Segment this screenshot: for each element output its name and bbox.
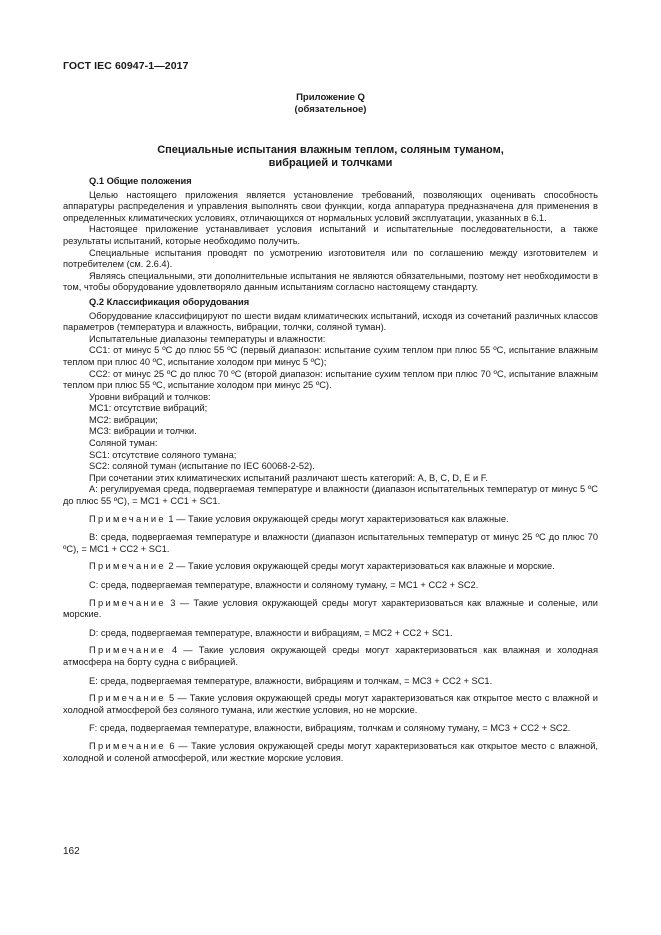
- paragraph: Испытательные диапазоны температуры и влажности:: [89, 333, 326, 344]
- note-label: Примечание: [89, 740, 166, 751]
- appendix-title: Приложение Q: [296, 92, 365, 103]
- paragraph: Уровни вибраций и толчков:: [89, 391, 211, 402]
- appendix-heading: [63, 144, 598, 170]
- category-paragraph: F: среда, подвергаемая температуре, влажности, вибрациям, толчкам и соляному туману, = MC3 + CC2 + SC2.: [89, 723, 571, 734]
- note-2: [63, 561, 598, 573]
- paragraph: A: регулируемая среда, подвергаемая температуре и влажности (диапазон испытательных температур от минус 5 ºC до плюс 55 ºC), = MC1 + CC1 + SC1.: [63, 484, 598, 507]
- paragraph: При сочетании этих климатических испытаний различают шесть категорий: A, B, C, D, E и F.: [89, 472, 488, 483]
- appendix-heading-line2: вибрацией и толчками: [268, 157, 393, 169]
- page-number: 162: [63, 846, 80, 857]
- note-3: [63, 598, 598, 621]
- category-paragraph: D: среда, подвергаемая температуре, влажности и вибрациям, = MC2 + CC2 + SC1.: [89, 627, 453, 638]
- appendix-subtitle: (обязательное): [294, 104, 367, 115]
- paragraph: Целью настоящего приложения является установление требований, позволяющих оценивать способность аппаратуры распределения и управления выполнять свои функции, когда аппаратура предназначена для применения в определенных климатических условиях, отличающихся от нормальных условий эксплуатации, указанных в 6.1.: [63, 189, 598, 223]
- category-paragraph: B: среда, подвергаемая температуре и влажности (диапазон испытательных температур от минус 25 ºC до плюс 70 ºC), = MC1 + CC2 + SC1.: [63, 532, 598, 554]
- note-text: — Такие условия окружающей среды могут характеризоваться как влажные.: [176, 513, 509, 524]
- paragraph: SC1: отсутствие соляного тумана;: [89, 449, 237, 460]
- note-number: 4: [171, 645, 178, 656]
- note-4: [63, 645, 598, 668]
- category-paragraph: C: среда, подвергаемая температуре, влажности и соляному туману, = MC1 + CC2 + SC2.: [89, 580, 479, 590]
- note-text: — Такие условия окружающей среды могут характеризоваться как влажные и соленые, или морские.: [63, 597, 598, 620]
- paragraph: MC2: вибрации;: [89, 414, 158, 425]
- note-number: 1: [168, 513, 174, 524]
- doc-number: ГОСТ IEC 60947-1—2017: [63, 60, 189, 72]
- note-5: [63, 693, 598, 716]
- paragraph: Специальные испытания проводят по усмотрению изготовителя или по соглашению между изготовителем и потребителем (см. 2.6.4).: [63, 247, 598, 270]
- note-label: Примечание: [89, 645, 166, 656]
- note-number: 6: [169, 740, 175, 751]
- paragraph: MC3: вибрации и толчки.: [89, 426, 197, 437]
- note-6: [63, 741, 598, 764]
- note-label: Примечание: [89, 693, 166, 704]
- note-label: Примечание: [89, 513, 166, 524]
- paragraph: SC2: соляной туман (испытание по IEC 60068-2-52).: [89, 461, 315, 472]
- document-body: [63, 176, 598, 771]
- paragraph: Настоящее приложение устанавливает условия испытаний и испытательные последовательности, а также результаты испытаний, которые необходимо получить.: [63, 224, 598, 246]
- paragraph: Являясь специальными, эти дополнительные испытания не являются обязательными, поэтому нет необходимости в том, чтобы оборудование удовлетворяло данным испытаниям согласно настоящему стандарту.: [63, 270, 598, 293]
- note-text: — Такие условия окружающей среды могут характеризоваться как открытое место с влажной, холодной и соленой атмосферой, или жесткие морские условия.: [63, 740, 598, 763]
- paragraph: Оборудование классифицируют по шести видам климатических испытаний, исходя из сочетаний различных классов параметров (температура и влажность, вибрации, толчки, соляной туман).: [63, 310, 598, 333]
- paragraph: Соляной туман:: [89, 438, 158, 449]
- note-label: Примечание: [89, 561, 166, 572]
- note-text: — Такие условия окружающей среды могут характеризоваться как открытое место с влажной и холодной атмосферой без соляного тумана, или жесткие условия, но не морские.: [63, 693, 598, 715]
- note-text: — Такие условия окружающей среды могут характеризоваться как влажные и морские.: [176, 561, 555, 572]
- paragraph: CC1: от минус 5 ºC до плюс 55 ºC (первый диапазон: испытание сухим теплом при плюс 55 ºC, испытание влажным теплом при плюс 40 ºC, испытание холодом при минус 5 ºC);: [63, 345, 598, 367]
- note-number: 3: [170, 597, 176, 608]
- category-paragraph: E: среда, подвергаемая температуре, влажности, вибрациям и толчкам, = MC3 + CC2 + SC1.: [89, 675, 493, 686]
- section-heading-q2: Q.2 Классификация оборудования: [89, 296, 250, 307]
- paragraph: MC1: отсутствие вибраций;: [89, 403, 208, 414]
- note-number: 5: [168, 693, 175, 704]
- appendix-heading-line1: Специальные испытания влажным теплом, соляным туманом,: [157, 144, 504, 156]
- note-label: Примечание: [89, 597, 166, 608]
- note-1: [63, 514, 598, 526]
- section-heading-q1: Q.1 Общие положения: [89, 176, 192, 186]
- note-number: 2: [168, 561, 174, 572]
- note-text: — Такие условия окружающей среды могут характеризоваться как влажная и холодная атмосфера на борту судна с вибрацией.: [63, 645, 599, 667]
- paragraph: CC2: от минус 25 ºC до плюс 70 ºC (второй диапазон: испытание сухим теплом при плюс 70 ºC, испытание влажным теплом при плюс 55 ºC, испытание холодом при минус 25 ºC).: [63, 368, 598, 391]
